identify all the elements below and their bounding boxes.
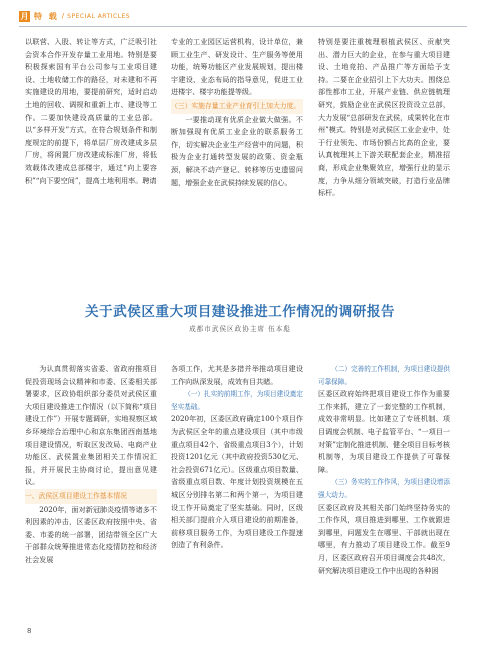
- section-subheading: （二）完善的工作机制，为项目建设提供可靠保障。: [318, 365, 450, 386]
- section-separator: /: [61, 12, 65, 20]
- bottom-column-1: [25, 363, 157, 621]
- section-subheading: （三）务实的工作作风，为项目建设增添强大动力。: [318, 478, 450, 499]
- bottom-column-3: [318, 363, 450, 621]
- running-header: [19, 6, 467, 27]
- section-subheading: （三）实施存量工业产业育引上加大力度。: [171, 99, 303, 114]
- paragraph: 以联营、入股、转让等方式，广泛吸引社会资本合作开发存量工业用地。特别是要积极探索国有平台公司参与工业项目建设、土地收储工作的路径，对未建和不再实施建设的用地，要提前研究，适时启动土地的回收、调规和重新上市、建设等工作。二要加快建设高质量的工业总部。以“多样开发”方式，在符合规划条件和制度规定的前提下，将单层厂房改建成多层厂房，将闲置厂房改建成标准厂房，将低效载体改建成总部楼宇，通过“向上要容积”“向下要空间”，提高土地利用率。聘请: [25, 37, 157, 185]
- top-column-2: [171, 36, 303, 278]
- paragraph: 各项工作，尤其是多措并举推动项目建设工作向纵深发展，成效有目共睹。: [171, 364, 303, 386]
- paragraph: 2020年，面对新冠肺炎疫情等诸多不利因素的冲击，区委区政府按照中央、省委、市委的统一部署，团结带领全区广大干部群众统筹推进常态化疫情防控和经济社会发展: [25, 504, 157, 564]
- paragraph: 一要推动现有优质企业做大做强。不断加强现有优质工业企业的联系服务工作，切实解决企业生产经营中的问题，积极为企业打通转型发展的政策、资金瓶颈，解决不动产登记、转移等历史遗留问题，增强企业在武侯持续发展的信心。: [171, 114, 303, 187]
- paragraph: 区委区政府始终把项目建设工作作为重要工作来抓，建立了一套完整的工作机制，成效非常明显。比如建立了专班机制、项目调度会机制、电子监管平台、“一项目一对策”定制化推进机制、健全项目目标考核机制等，为项目建设工作提供了可靠保障。: [318, 389, 450, 474]
- magazine-logo-icon: 月: [20, 10, 29, 21]
- section-heading: 一、武侯区项目建设工作基本情况: [25, 489, 157, 504]
- article-title: 关于武侯区重大项目建设推进工作情况的调研报告: [84, 304, 396, 320]
- paragraph: 特别是要注重梳理根植武侯区、贡献突出、潜力巨大的企业，在参与重大项目建设、土地竞拍、产品推广等方面给予支持。二要在企业招引上下大功夫。围绕总部性都市工业，开展产业链、供应链梳理研究，鼓励企业在武侯区投资设立总部，大力发展“总部研发在武侯，成果转化在市州”模式。特别是对武侯区工业企业中，处于行业领先、市场份额占比高的企业，要认真梳理其上下游关联配套企业，精准招商，形成企业集聚效应，增强行业的显示度，力争从细分领域突破，打造行业品牌标杆。: [318, 37, 450, 198]
- article-author: 成都市武侯区政协主席 伍本彪: [189, 325, 291, 333]
- paragraph: 区委区政府及其相关部门始终坚持务实的工作作风，项目推进到哪里、工作就跟进到哪里，问题发生在哪里、干部就出现在哪里，有力推动了项目建设工作。截至9月，区委区政府召开项目调度会共48次，研究解决项目建设工作中出现的各种困: [318, 502, 450, 575]
- paragraph: 专业的工业园区运营机构，设计单位，兼顾工业生产、研发设计、生产服务等使用功能，统筹功能区产业发展规划，提出楼宇建设、业态布局的指导意见，促进工业进楼宇、楼宇功能提等级。: [171, 37, 303, 97]
- page-number: 8: [27, 627, 32, 635]
- section-subheading: （一）扎实的前期工作，为项目建设奠定坚实基础。: [171, 390, 303, 411]
- paragraph: 为认真贯彻落实省委、省政府推项目促投资现场会议精神和市委、区委相关部署要求，区政协组织部分委员对武侯区重大项目建设推进工作情况（以下简称“项目建设工作”）开展专题调研，实地视察区域乡环境综合治理中心和京东集团西南基地项目建设情况，听取区发改局、电商产业功能区、武侯置业集团相关工作情况汇报，并开展民主协商讨论，提出意见建议。: [25, 364, 157, 487]
- bottom-column-2: [171, 363, 303, 621]
- section-name-en: SPECIAL ARTICLES: [67, 12, 131, 20]
- paragraph: 2020年初，区委区政府确定100个项目作为武侯区全年的重点建设项目（其中市级重点项目42个、省级重点项目3个），计划投资1201亿元（其中政府投资530亿元、社会投资671亿元）。区级重点项目数量、省级重点项目数、年度计划投资规模在五城区分别排名第二和两个第一，为项目建设工作开局奠定了坚实基础。同时，区级相关部门提前介入项目建设的前期准备，前移项目服务工作，为项目建设工作提速创造了有利条件。: [171, 414, 303, 550]
- section-name-cn: 特 载: [34, 11, 59, 21]
- top-column-1: [25, 36, 157, 278]
- top-column-3: [318, 36, 450, 278]
